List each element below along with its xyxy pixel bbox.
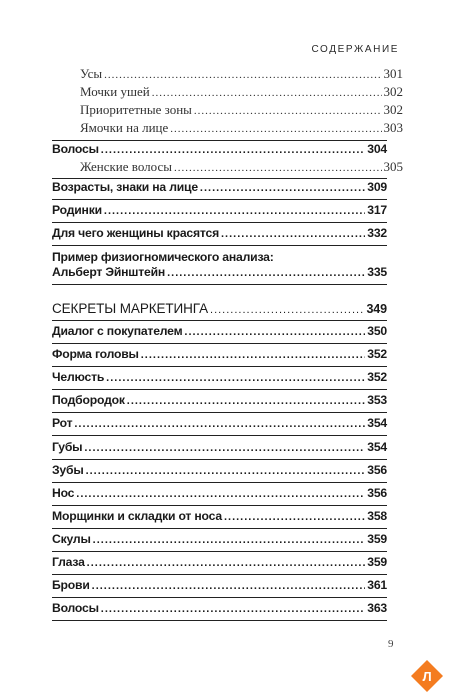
dot-leader xyxy=(167,267,365,279)
toc-entry-title: Форма головы xyxy=(52,347,139,361)
logo-letter: Л xyxy=(422,669,432,684)
toc-entry-title: Ямочки на лице xyxy=(80,120,169,135)
divider xyxy=(52,343,387,344)
divider xyxy=(52,435,387,436)
page-number: 9 xyxy=(388,638,394,650)
toc-entry-title: Челюсть xyxy=(52,370,105,384)
dot-leader xyxy=(92,580,366,592)
toc-entry[interactable] xyxy=(52,347,387,365)
toc-entry-page: 349 xyxy=(366,302,387,316)
toc-entry-page: 352 xyxy=(367,370,387,384)
divider xyxy=(52,320,387,321)
toc-entry-title: Скулы xyxy=(52,532,91,546)
toc-section-title: СЕКРЕТЫ МАРКЕТИНГА xyxy=(52,301,209,316)
divider xyxy=(52,389,387,390)
dot-leader xyxy=(106,372,365,384)
toc-entry-page: 361 xyxy=(367,578,387,592)
toc-entry[interactable] xyxy=(52,440,387,458)
divider xyxy=(52,199,387,200)
toc-entry-page: 332 xyxy=(367,226,387,240)
divider xyxy=(52,140,387,141)
dot-leader xyxy=(101,144,365,156)
toc-entry-title: Нос xyxy=(52,486,75,500)
toc-entry-title: Морщинки и складки от носа xyxy=(52,509,222,523)
divider xyxy=(52,551,387,552)
toc-entry-title: Волосы xyxy=(52,142,99,156)
dot-leader xyxy=(184,326,365,338)
toc-entry-page: 363 xyxy=(367,601,387,615)
dot-leader xyxy=(221,228,365,240)
toc-entry[interactable] xyxy=(52,486,387,504)
toc-subentry[interactable] xyxy=(80,84,403,102)
toc-entry[interactable] xyxy=(52,416,387,434)
toc-entry-page: 309 xyxy=(367,180,387,194)
toc-entry-title: Приоритетные зоны xyxy=(80,102,192,117)
toc-entry-page: 301 xyxy=(383,66,403,81)
divider xyxy=(52,222,387,223)
toc-entry-title: Родинки xyxy=(52,203,102,217)
publisher-logo-icon xyxy=(409,658,445,694)
dot-leader xyxy=(141,349,366,361)
toc-entry[interactable] xyxy=(52,578,387,596)
toc-entry-title: Губы xyxy=(52,440,83,454)
dot-leader xyxy=(224,511,365,523)
divider xyxy=(52,178,387,179)
toc-entry-page: 302 xyxy=(383,102,403,117)
dot-leader xyxy=(200,182,365,194)
toc-entry[interactable] xyxy=(52,203,387,221)
dot-leader xyxy=(101,603,365,615)
toc-entry[interactable] xyxy=(52,463,387,481)
toc-entry[interactable] xyxy=(52,393,387,411)
dot-leader xyxy=(194,105,382,117)
toc-subentry[interactable] xyxy=(80,159,403,177)
toc-entry-page: 305 xyxy=(383,159,403,174)
toc-entry-page: 353 xyxy=(367,393,387,407)
toc-section[interactable] xyxy=(52,301,387,319)
dot-leader xyxy=(86,465,366,477)
toc-entry-title: Зубы xyxy=(52,463,84,477)
divider xyxy=(52,505,387,506)
divider xyxy=(52,482,387,483)
toc-entry[interactable] xyxy=(52,509,387,527)
toc-entry-page: 359 xyxy=(367,555,387,569)
dot-leader xyxy=(104,69,381,81)
dot-leader xyxy=(152,87,382,99)
toc-entry-title: Для чего женщины красятся xyxy=(52,226,219,240)
dot-leader xyxy=(170,123,381,135)
dot-leader xyxy=(127,395,366,407)
toc-entry-page: 356 xyxy=(367,463,387,477)
divider xyxy=(52,245,387,246)
toc-entry[interactable] xyxy=(52,532,387,550)
dot-leader xyxy=(87,557,366,569)
toc-subentry[interactable] xyxy=(80,66,403,84)
toc-entry[interactable] xyxy=(52,226,387,244)
toc-entry-title: Возрасты, знаки на лице xyxy=(52,180,198,194)
divider xyxy=(52,597,387,598)
dot-leader xyxy=(84,442,365,454)
toc-entry-page: 304 xyxy=(367,142,387,156)
dot-leader xyxy=(74,418,365,430)
running-header: СОДЕРЖАНИЕ xyxy=(311,44,399,55)
toc-entry-page: 358 xyxy=(367,509,387,523)
toc-entry-title: Подбородок xyxy=(52,393,125,407)
toc-subentry[interactable] xyxy=(80,102,403,120)
toc-entry[interactable] xyxy=(52,180,387,198)
toc-entry-title: Женские волосы xyxy=(80,159,172,174)
toc-entry[interactable] xyxy=(52,555,387,573)
toc-entry-title: Рот xyxy=(52,416,73,430)
dot-leader xyxy=(93,534,366,546)
dot-leader xyxy=(174,162,382,174)
dot-leader xyxy=(104,205,365,217)
toc-entry-title: Мочки ушей xyxy=(80,84,150,99)
divider xyxy=(52,574,387,575)
toc-entry-page: 335 xyxy=(367,265,387,279)
divider xyxy=(52,620,387,621)
toc-entry-title-line1: Пример физиогномического анализа: xyxy=(52,250,274,264)
toc-entry[interactable] xyxy=(52,324,387,342)
toc-entry[interactable] xyxy=(52,142,387,160)
dot-leader xyxy=(210,304,364,316)
toc-entry-page: 302 xyxy=(383,84,403,99)
divider xyxy=(52,412,387,413)
divider xyxy=(52,366,387,367)
toc-entry-page: 303 xyxy=(383,120,403,135)
divider xyxy=(52,284,387,285)
toc-entry-title: Брови xyxy=(52,578,90,592)
toc-entry-title: Глаза xyxy=(52,555,85,569)
divider xyxy=(52,528,387,529)
toc-entry-page: 317 xyxy=(367,203,387,217)
toc-entry-page: 356 xyxy=(367,486,387,500)
toc-entry-page: 354 xyxy=(367,416,387,430)
toc-entry-title: Альберт Эйнштейн xyxy=(52,265,166,279)
dot-leader xyxy=(76,488,365,500)
toc-entry-page: 359 xyxy=(367,532,387,546)
toc-entry[interactable] xyxy=(52,601,387,619)
toc-entry[interactable] xyxy=(52,265,387,283)
toc-entry-page: 352 xyxy=(367,347,387,361)
toc-entry-page: 354 xyxy=(367,440,387,454)
toc-entry-title: Волосы xyxy=(52,601,99,615)
toc-entry[interactable] xyxy=(52,370,387,388)
divider xyxy=(52,459,387,460)
toc-subentry[interactable] xyxy=(80,120,403,138)
toc-entry-title: Диалог с покупателем xyxy=(52,324,183,338)
toc-entry-page: 350 xyxy=(367,324,387,338)
toc-entry-title: Усы xyxy=(80,66,103,81)
